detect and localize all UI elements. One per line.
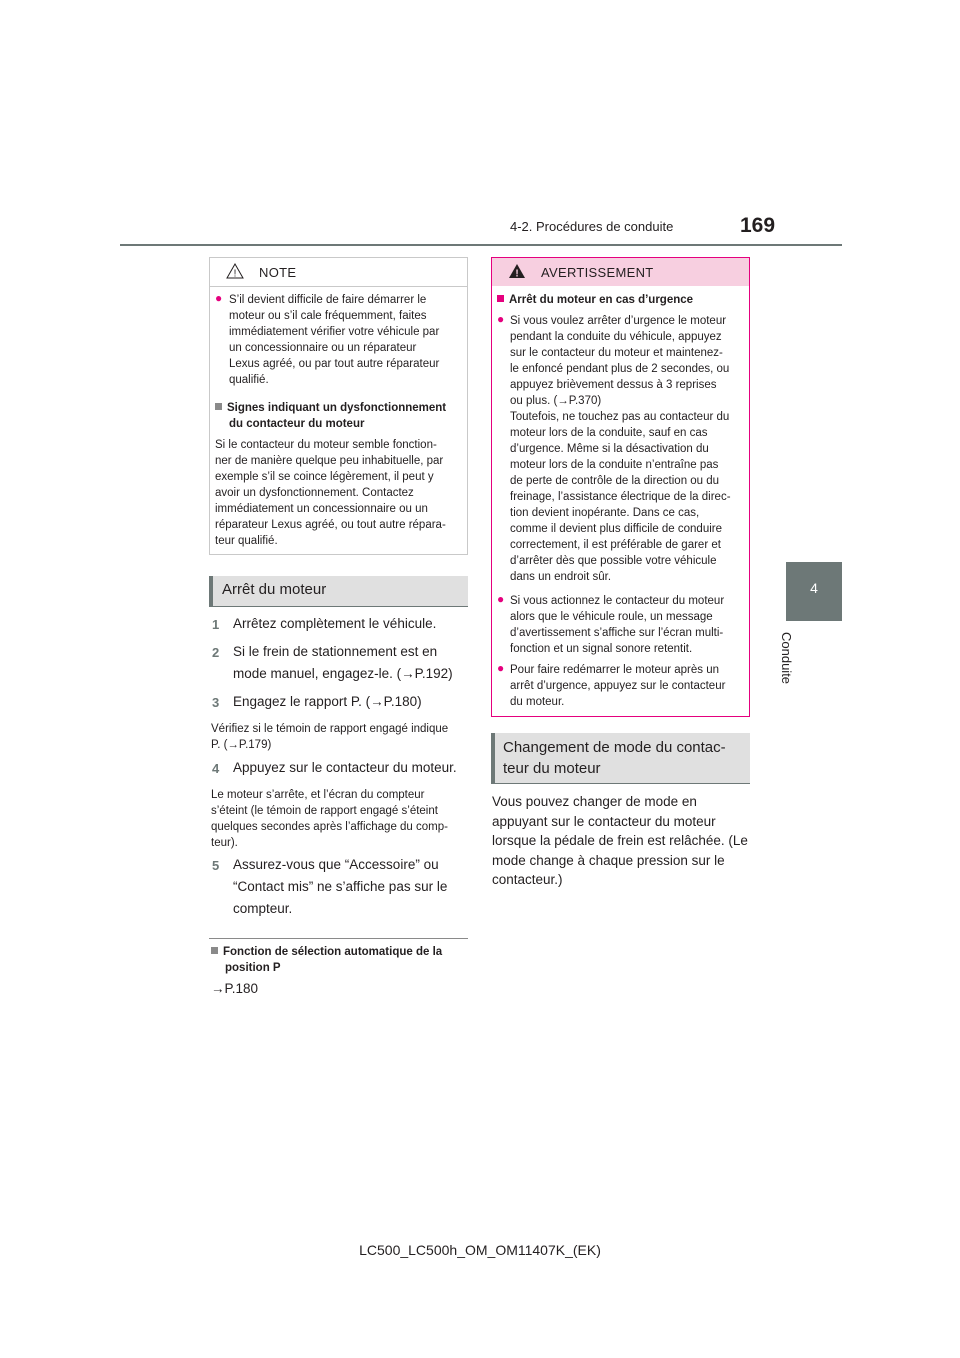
section-header-underline	[491, 783, 750, 784]
bullet-dot: ●	[497, 592, 505, 606]
bullet-dot: ●	[215, 291, 223, 305]
step-number: 5	[212, 858, 220, 873]
chapter-number: 4	[810, 580, 818, 596]
step-note: Le moteur s’arrête, et l’écran du compteur s’éteint (le témoin de rapport engagé s’éteint quelques secondes après l’affichage du comp- teur).	[211, 789, 448, 849]
step-text: Appuyez sur le contacteur du moteur.	[233, 760, 457, 775]
note-box-header	[210, 258, 467, 287]
step-number: 3	[212, 695, 220, 710]
warning-triangle-icon	[508, 263, 526, 279]
square-bullet-icon	[211, 947, 218, 954]
subsection-heading: Fonction de sélection automatique de la position P	[211, 944, 442, 976]
bullet-dot: ●	[497, 661, 505, 675]
step-number: 4	[212, 761, 220, 776]
subsection-rule	[209, 938, 468, 939]
document-code-footer: LC500_LC500h_OM_OM11407K_(EK)	[359, 1242, 601, 1258]
page-reference: →P.180	[211, 981, 259, 996]
chapter-label: Conduite	[779, 632, 794, 685]
svg-text:!: !	[233, 268, 237, 279]
note-subheading: Signes indiquant un dysfonctionnement du contacteur du moteur	[215, 400, 446, 432]
step-text: Si le frein de stationnement est en mode manuel, engagez-le. (→P.192)	[233, 644, 453, 681]
square-bullet-icon	[497, 295, 504, 302]
header-rule	[120, 244, 842, 246]
note-bullet-text: S’il devient difficile de faire démarrer le moteur ou s’il cale fréquemment, faites immédiatement vérifier votre véhicule par un concessionnaire ou un réparateur Lexus agréé, ou par tout autre réparateur qualifié.	[229, 294, 440, 386]
warning-bullet-text: Si vous actionnez le contacteur du moteur alors que le véhicule roule, un message d’avertissement s’affiche sur l’écran multi- fonction et un signal sonore retentit.	[510, 595, 725, 655]
page-number: 169	[740, 214, 776, 237]
square-bullet-icon	[215, 403, 222, 410]
note-paragraph: Si le contacteur du moteur semble fonction- ner de manière quelque peu inhabituelle, par exemple s’il se coince légèrement, il peut y avoir un dysfonctionnement. Contactez immédiatement un concessionnaire ou un réparateur Lexus agréé, ou tout autre répara- teur qualifié.	[215, 439, 446, 547]
section-header-bar	[209, 576, 213, 606]
warning-bullet-text: Pour faire redémarrer le moteur après un arrêt d’urgence, appuyez sur le contacteur du moteur.	[510, 664, 726, 708]
step-text: Engagez le rapport P. (→P.180)	[233, 694, 422, 709]
section-header-bar	[491, 733, 495, 783]
section-title-stop: Arrêt du moteur	[222, 581, 327, 598]
step-number: 1	[212, 617, 220, 632]
running-header-section: 4-2. Procédures de conduite	[510, 219, 674, 234]
warning-heading: Arrêt du moteur en cas d’urgence	[497, 292, 693, 308]
step-number: 2	[212, 645, 220, 660]
note-box-title: NOTE	[259, 265, 297, 280]
svg-text:!: !	[515, 268, 519, 279]
step-text: Arrêtez complètement le véhicule.	[233, 616, 437, 631]
warning-box-title: AVERTISSEMENT	[541, 265, 654, 280]
bullet-dot: ●	[497, 312, 505, 326]
section-title-mode: Changement de mode du contac- teur du moteur	[503, 739, 726, 777]
step-note: Vérifiez si le témoin de rapport engagé indique P. (→P.179)	[211, 723, 449, 751]
caution-triangle-icon	[226, 263, 244, 279]
step-text: Assurez-vous que “Accessoire” ou “Contact mis” ne s’affiche pas sur le compteur.	[233, 857, 448, 916]
warning-bullet-text: Si vous voulez arrêter d’urgence le moteur pendant la conduite du véhicule, appuyez sur le contacteur du moteur et maintenez- le enfoncé pendant plus de 2 secondes, ou appuyez brièvement dessus à 3 reprises ou plus. (→P.370) Toutefois, ne touchez pas au contacteur du moteur lors de la conduite, sauf en cas d’urgence. Même si la désactivation du moteur lors de la conduite n’entraîne pas de perte de contrôle de la direction ou du freinage, l’assistance électrique de la direc- tion devient inopérante. Dans ce cas, comme il devient plus difficile de conduire correctement, il est préférable de garer et d’arrêter dès que possible votre véhicule dans un endroit sûr.	[510, 315, 731, 583]
section-header-underline	[209, 606, 468, 607]
mode-body-text: Vous pouvez changer de mode en appuyant sur le contacteur du moteur lorsque la pédale de frein est relâchée. (Le mode change à chaque pression sur le contacteur.)	[492, 794, 748, 887]
